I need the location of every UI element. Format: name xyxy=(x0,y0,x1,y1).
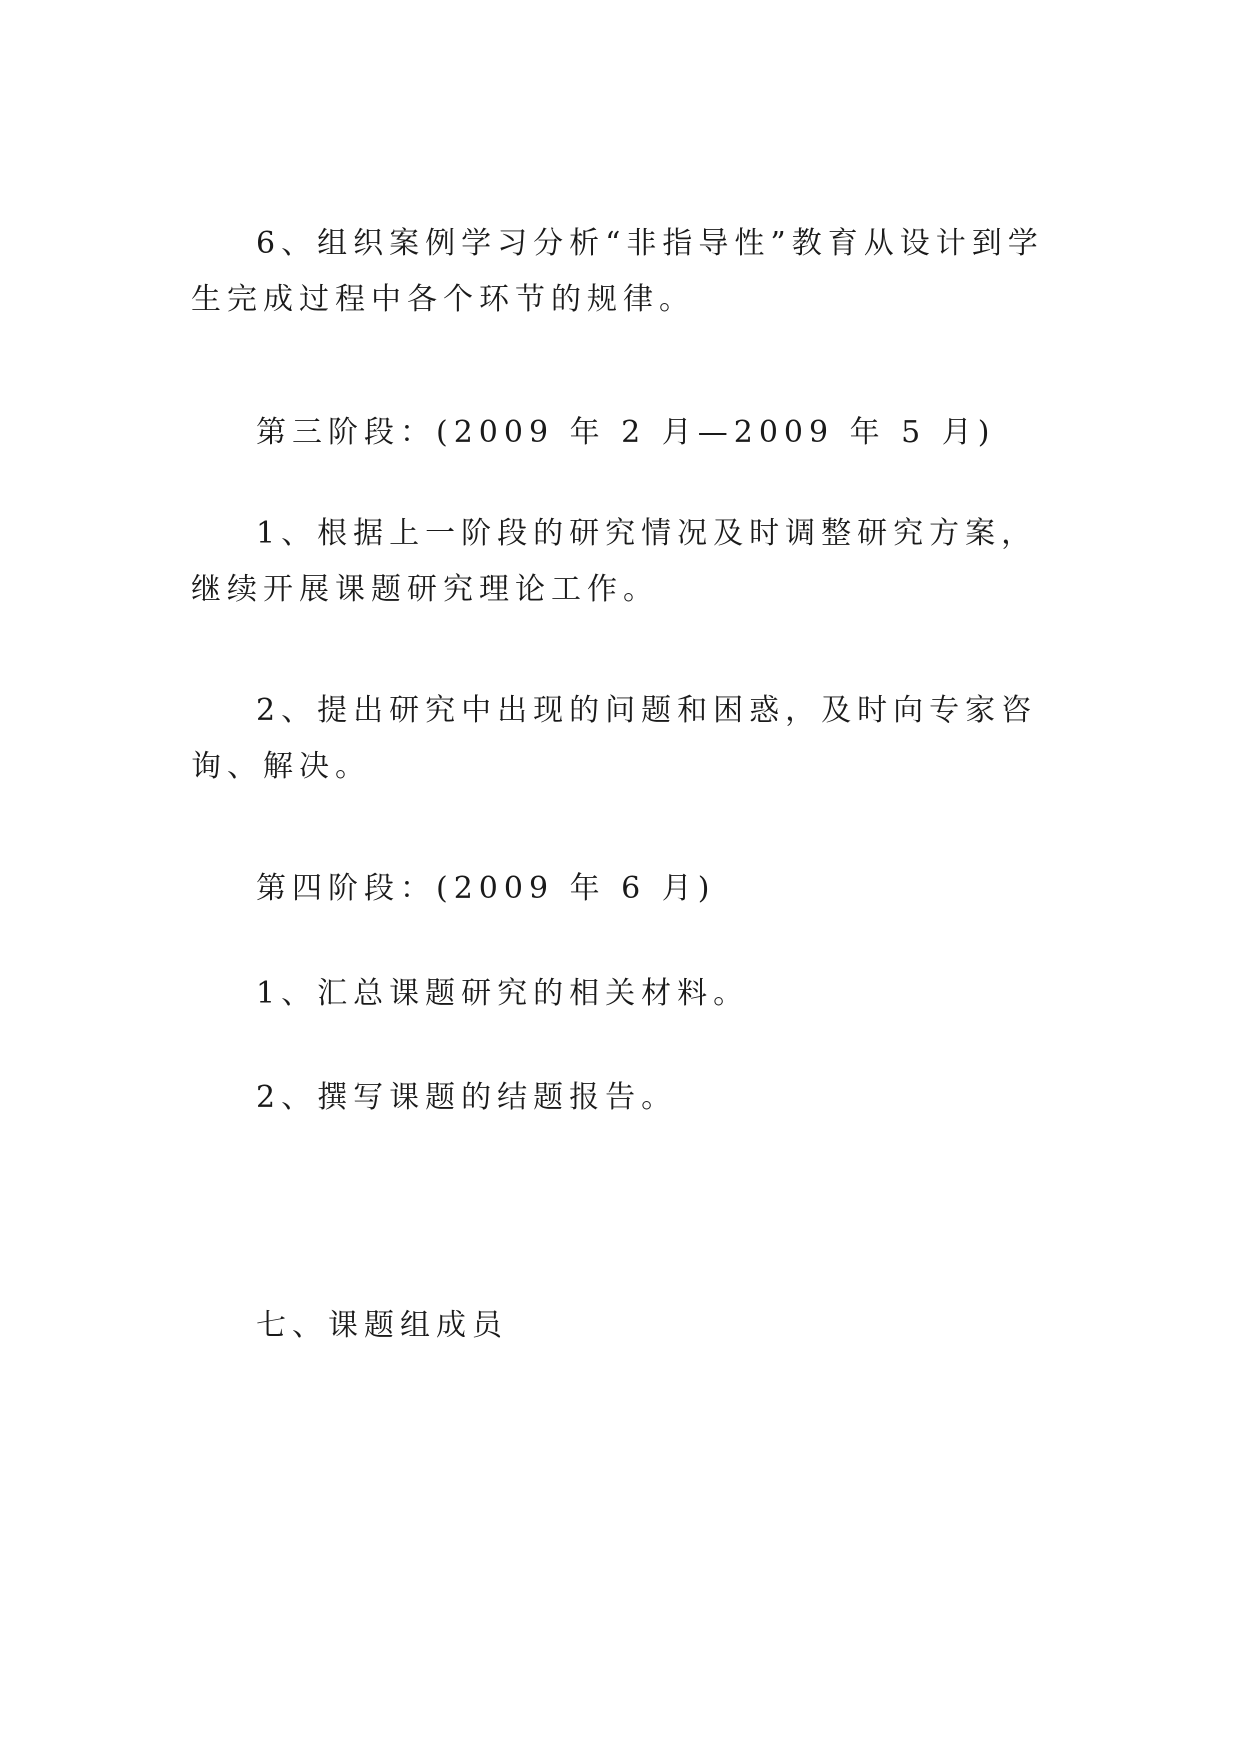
paragraph-stage-4-step-1: 1、汇总课题研究的相关材料。 xyxy=(256,976,750,1011)
heading-stage-3: 第三阶段：(2009 年 2 月—2009 年 5 月) xyxy=(256,415,996,450)
paragraph-stage-3-step-1: 1、根据上一阶段的研究情况及时调整研究方案，继续开展课题研究理论工作。 xyxy=(191,516,1038,607)
paragraph-stage-3-step-2: 2、提出研究中出现的问题和困惑，及时向专家咨询、解决。 xyxy=(191,693,1038,784)
paragraph-stage-4-step-2: 2、撰写课题的结题报告。 xyxy=(256,1080,678,1115)
paragraph-step-6: 6、组织案例学习分析“非指导性”教育从设计到学生完成过程中各个环节的规律。 xyxy=(191,226,1044,317)
section-heading-members: 七、课题组成员 xyxy=(256,1308,508,1343)
heading-stage-4: 第四阶段：(2009 年 6 月) xyxy=(256,871,716,906)
